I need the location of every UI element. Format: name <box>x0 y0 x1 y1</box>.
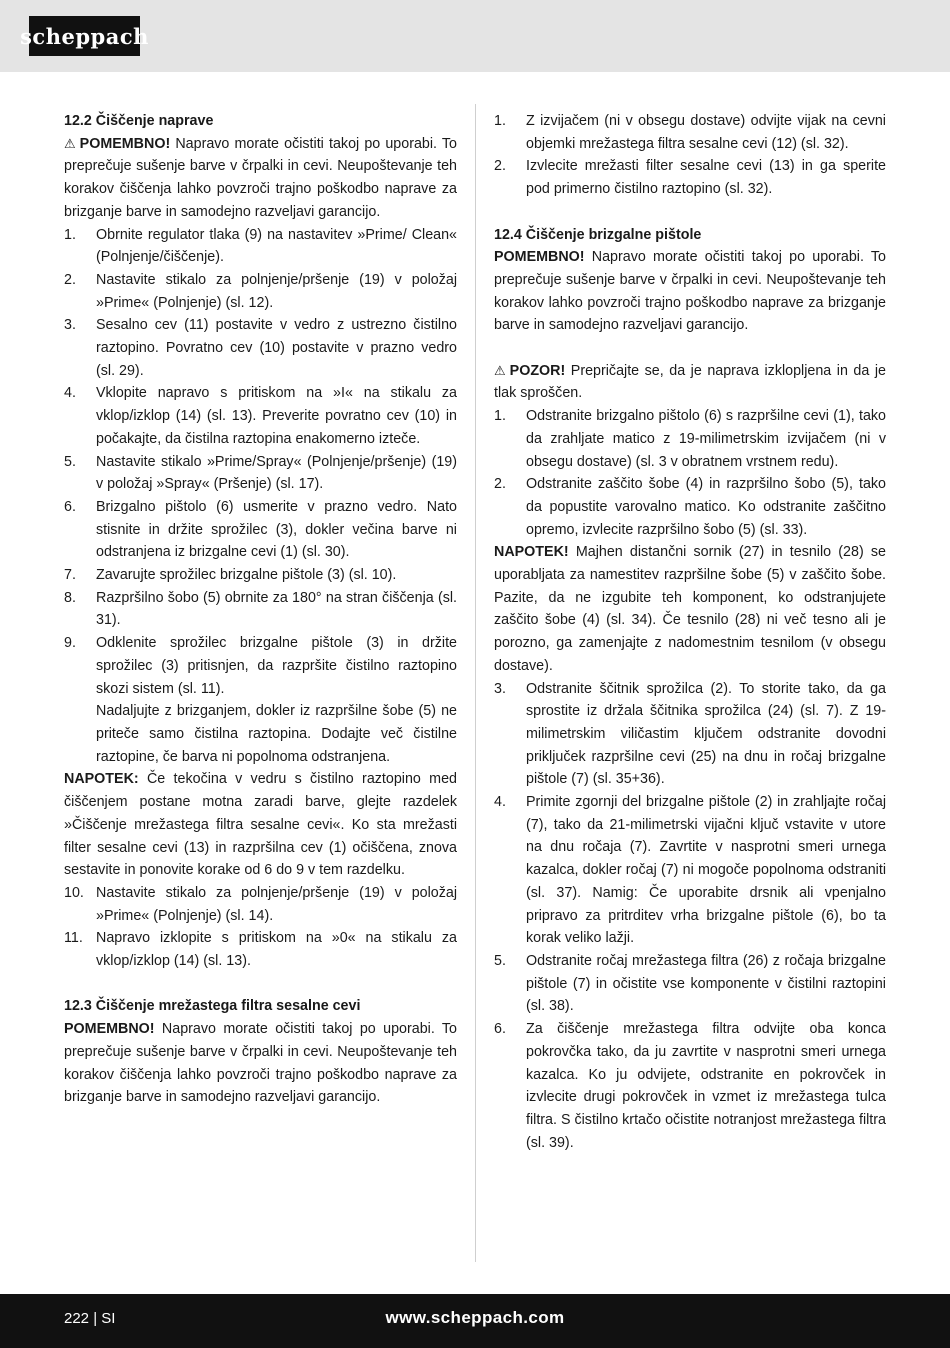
important-notice <box>494 246 886 337</box>
list-item <box>64 882 457 927</box>
step-text: Odklenite sprožilec brizgalne pištole (3) in držite sprožilec (3) pritisnjen, da razpršite čistilno raztopino skozi sistem (sl. 11). <box>96 635 457 697</box>
list-item <box>64 269 457 314</box>
right-column <box>494 110 886 1154</box>
list-item <box>64 564 457 587</box>
important-label: POMEMBNO! <box>494 249 585 266</box>
list-item <box>494 678 886 792</box>
important-text: Napravo morate očistiti takoj po uporabi. To preprečuje sušenje barve v črpalki in cevi. Neupoštevanje teh korakov lahko povzroči trajno poškodbo naprave za brizganje barve in samodejno razveljavi garancijo. <box>494 249 886 334</box>
left-column <box>64 110 457 1109</box>
list-item <box>64 587 457 632</box>
list-item <box>494 155 886 200</box>
step-number: 11. <box>64 930 83 947</box>
step-number: 2. <box>494 158 506 175</box>
step-text: Odstranite zaščito šobe (4) in razpršilno šobo (5), tako da popustite varovalno matico. Ko odstranite zaščitno opremo, izvlecite razpršilno šobo (5) (sl. 33). <box>526 476 886 538</box>
step-text: Obrnite regulator tlaka (9) na nastavitev »Prime/ Clean« (Polnjenje/čiščenje). <box>96 226 457 266</box>
step-text: Nastavite stikalo »Prime/Spray« (Polnjenje/pršenje) (19) v položaj »Spray« (Pršenje) (sl. 17). <box>96 453 457 493</box>
list-item <box>64 314 457 382</box>
note-text: Če tekočina v vedru s čistilno raztopino med čiščenjem postane motna zaradi barve, glejte razdelek »Čiščenje mrežastega filtra sesalne cevi«. Ko sta mrežasti filter sesalne cevi (13) in razpršilna cev (1) očiščena, znova sestavite in ponovite korake od 6 do 9 v tem razdelku. <box>64 771 457 879</box>
page-number: 222 | SI <box>64 1310 116 1327</box>
step-number: 4. <box>64 385 76 402</box>
steps-list-continued <box>64 882 457 973</box>
step-text: Brizgalno pištolo (6) usmerite v prazno vedro. Nato stisnite in držite sprožilec (3), dokler večina barve ni odstranjena iz brizgalne cevi (1) (sl. 30). <box>96 498 457 561</box>
step-text: Izvlecite mrežasti filter sesalne cevi (13) in ga sperite pod primerno čistilno raztopino (sl. 32). <box>526 158 886 198</box>
warning-icon: ⚠ <box>494 362 506 378</box>
step-text: Nastavite stikalo za polnjenje/pršenje (19) v položaj »Prime« (Polnjenje) (sl. 12). <box>96 271 457 311</box>
list-item <box>494 950 886 1018</box>
list-item <box>64 451 457 496</box>
step-text: Odstranite brizgalno pištolo (6) s razpršilne cevi (1), tako da zrahljate matico z 19-milimetrskim izvijačem (ni v obsegu dostave) (sl. 3 v obratnem vrstnem redu). <box>526 408 886 470</box>
note-paragraph <box>494 541 886 677</box>
step-text: Z izvijačem (ni v obsegu dostave) odvijte vijak na cevni objemki mrežastega filtra sesalne cevi (12) (sl. 32). <box>526 113 886 152</box>
steps-list-continued <box>494 678 886 1155</box>
step-number: 2. <box>64 271 76 288</box>
step-number: 2. <box>494 476 506 493</box>
step-number: 5. <box>64 453 76 470</box>
step-text: Odstranite ščitnik sprožilca (2). To storite tako, da ga sprostite iz držala ščitnika sprožilca (24) (sl. 7). Z 19-milimetrskim viličastim ključem odstranite dovodni priključek razpršilne cevi (25) na dnu in ročaj brizgalne pištole (7) (sl. 35+36). <box>526 680 886 788</box>
note-label: NAPOTEK! <box>494 544 569 561</box>
steps-list <box>494 405 886 541</box>
list-item <box>494 110 886 155</box>
step-text: Odstranite ročaj mrežastega filtra (26) z ročaja brizgalne pištole (7) in očistite vse komponente v čistilni raztopini (sl. 38). <box>526 952 886 1015</box>
step-text: Vklopite napravo s pritiskom na »I« na stikalu za vklop/izklop (14) (sl. 13). Preverite povratno cev (10) in počakajte, da čistilna raztopina enakomerno izteče. <box>96 385 457 447</box>
list-item <box>494 1018 886 1154</box>
list-item <box>494 473 886 541</box>
column-divider <box>475 104 476 1262</box>
important-notice <box>64 1018 457 1109</box>
step-number: 8. <box>64 589 76 606</box>
step-text: Za čiščenje mrežastega filtra odvijte oba konca pokrovčka tako, da ju zavrtite v nasprotni smeri urnega kazalca. Ko ju odvijete, odstranite en pokrovček in izvlecite drugi pokrovček in vzmet iz mrežastega tulca filtra. S čistilno krtačo očistite notranjost mrežastega filtra (sl. 39). <box>526 1021 886 1151</box>
step-number: 1. <box>494 113 506 129</box>
step-text: Sesalno cev (11) postavite v vedro z ustrezno čistilno raztopino. Povratno cev (10) postavite v prazno vedro (sl. 29). <box>96 317 457 379</box>
list-item <box>494 791 886 950</box>
list-item <box>494 405 886 473</box>
step-number: 6. <box>494 1021 506 1038</box>
caution-label: POZOR! <box>509 362 566 379</box>
important-label: POMEMBNO! <box>64 1021 155 1038</box>
spacer <box>64 973 457 996</box>
step-number: 10. <box>64 884 84 901</box>
step-number: 1. <box>64 226 76 243</box>
spacer <box>494 201 886 224</box>
important-text: Napravo morate očistiti takoj po uporabi. To preprečuje sušenje barve v črpalki in cevi. Neupoštevanje teh korakov čiščenja lahko povzroči trajno poškodbo naprave za brizganje barve in samodejno razveljavi garancijo. <box>64 135 457 220</box>
section-heading-12-2: 12.2 Čiščenje naprave <box>64 113 214 129</box>
caution-notice <box>494 360 886 405</box>
step-number: 7. <box>64 567 76 584</box>
note-text: Majhen distančni sornik (27) in tesnilo (28) se uporabljata za namestitev razpršilne šobe (5) v zaščito šobe. Pazite, da ne izgubite teh komponent, ko odstranjujete zaščito šobe (4) (sl. 34). Če tesnilo (28) ni več tesno ali je porozno, ga zamenjajte z nadomestnim tesnilom (v obsegu dostave). <box>494 544 886 674</box>
warning-icon: ⚠ <box>64 135 76 151</box>
step-number: 9. <box>64 635 76 652</box>
step-continuation: Nadaljujte z brizganjem, dokler iz razpršilne šobe (5) ne priteče samo čistilna raztopina. Dodajte več čistilne raztopine, če barva ni popolnoma odstranjena. <box>96 703 457 765</box>
website-link[interactable]: www.scheppach.com <box>385 1308 565 1327</box>
caution-text: Prepričajte se, da je naprava izklopljena in da je tlak sproščen. <box>494 362 886 402</box>
important-notice <box>64 133 457 224</box>
list-item <box>64 224 457 269</box>
step-number: 1. <box>494 408 506 425</box>
important-text: Napravo morate očistiti takoj po uporabi. To preprečuje sušenje barve v črpalki in cevi. Neupoštevanje teh korakov čiščenja lahko povzroči trajno poškodbo naprave za brizganje barve in samodejno razveljavi garancijo. <box>64 1021 457 1106</box>
list-item <box>64 382 457 450</box>
list-item <box>64 632 457 700</box>
section-heading-12-3: 12.3 Čiščenje mrežastega filtra sesalne cevi <box>64 998 361 1015</box>
brand-logo: scheppach <box>29 16 140 56</box>
step-number: 3. <box>64 317 76 334</box>
step-text: Nastavite stikalo za polnjenje/pršenje (19) v položaj »Prime« (Polnjenje) (sl. 14). <box>96 884 457 924</box>
step-text: Zavarujte sprožilec brizgalne pištole (3) (sl. 10). <box>96 567 397 584</box>
steps-list <box>64 224 457 769</box>
list-item <box>64 496 457 564</box>
important-label: POMEMBNO! <box>79 135 171 152</box>
page-header <box>0 0 950 72</box>
spacer <box>494 337 886 360</box>
step-text: Primite zgornji del brizgalne pištole (2) in zrahljajte ročaj (7), tako da 21-milimetrski vijačni ključ vstavite v utore na dnu ročaja (7). Zavrtite v nasprotni smeri urnega kazalca, dokler ročaj (7) ni mogoče popolnoma odstraniti (sl. 37). Namig: Če uporabite drsnik ali vpenjalno pripravo za pritrditev vrha brizgalne pištole (6), bo ta korak veliko lažji. <box>526 794 886 947</box>
step-number: 6. <box>64 498 76 515</box>
list-item <box>64 927 457 972</box>
step-text: Razpršilno šobo (5) obrnite za 180° na stran čiščenja (sl. 31). <box>96 589 457 629</box>
note-label: NAPOTEK: <box>64 771 139 788</box>
step-number: 3. <box>494 680 506 697</box>
page-footer <box>0 1294 950 1348</box>
section-heading-12-4: 12.4 Čiščenje brizgalne pištole <box>494 226 702 243</box>
note-paragraph <box>64 768 457 882</box>
steps-list <box>494 110 886 201</box>
step-text: Napravo izklopite s pritiskom na »0« na stikalu za vklop/izklop (14) (sl. 13). <box>96 930 457 970</box>
step-number: 4. <box>494 794 506 811</box>
step-number: 5. <box>494 952 506 969</box>
